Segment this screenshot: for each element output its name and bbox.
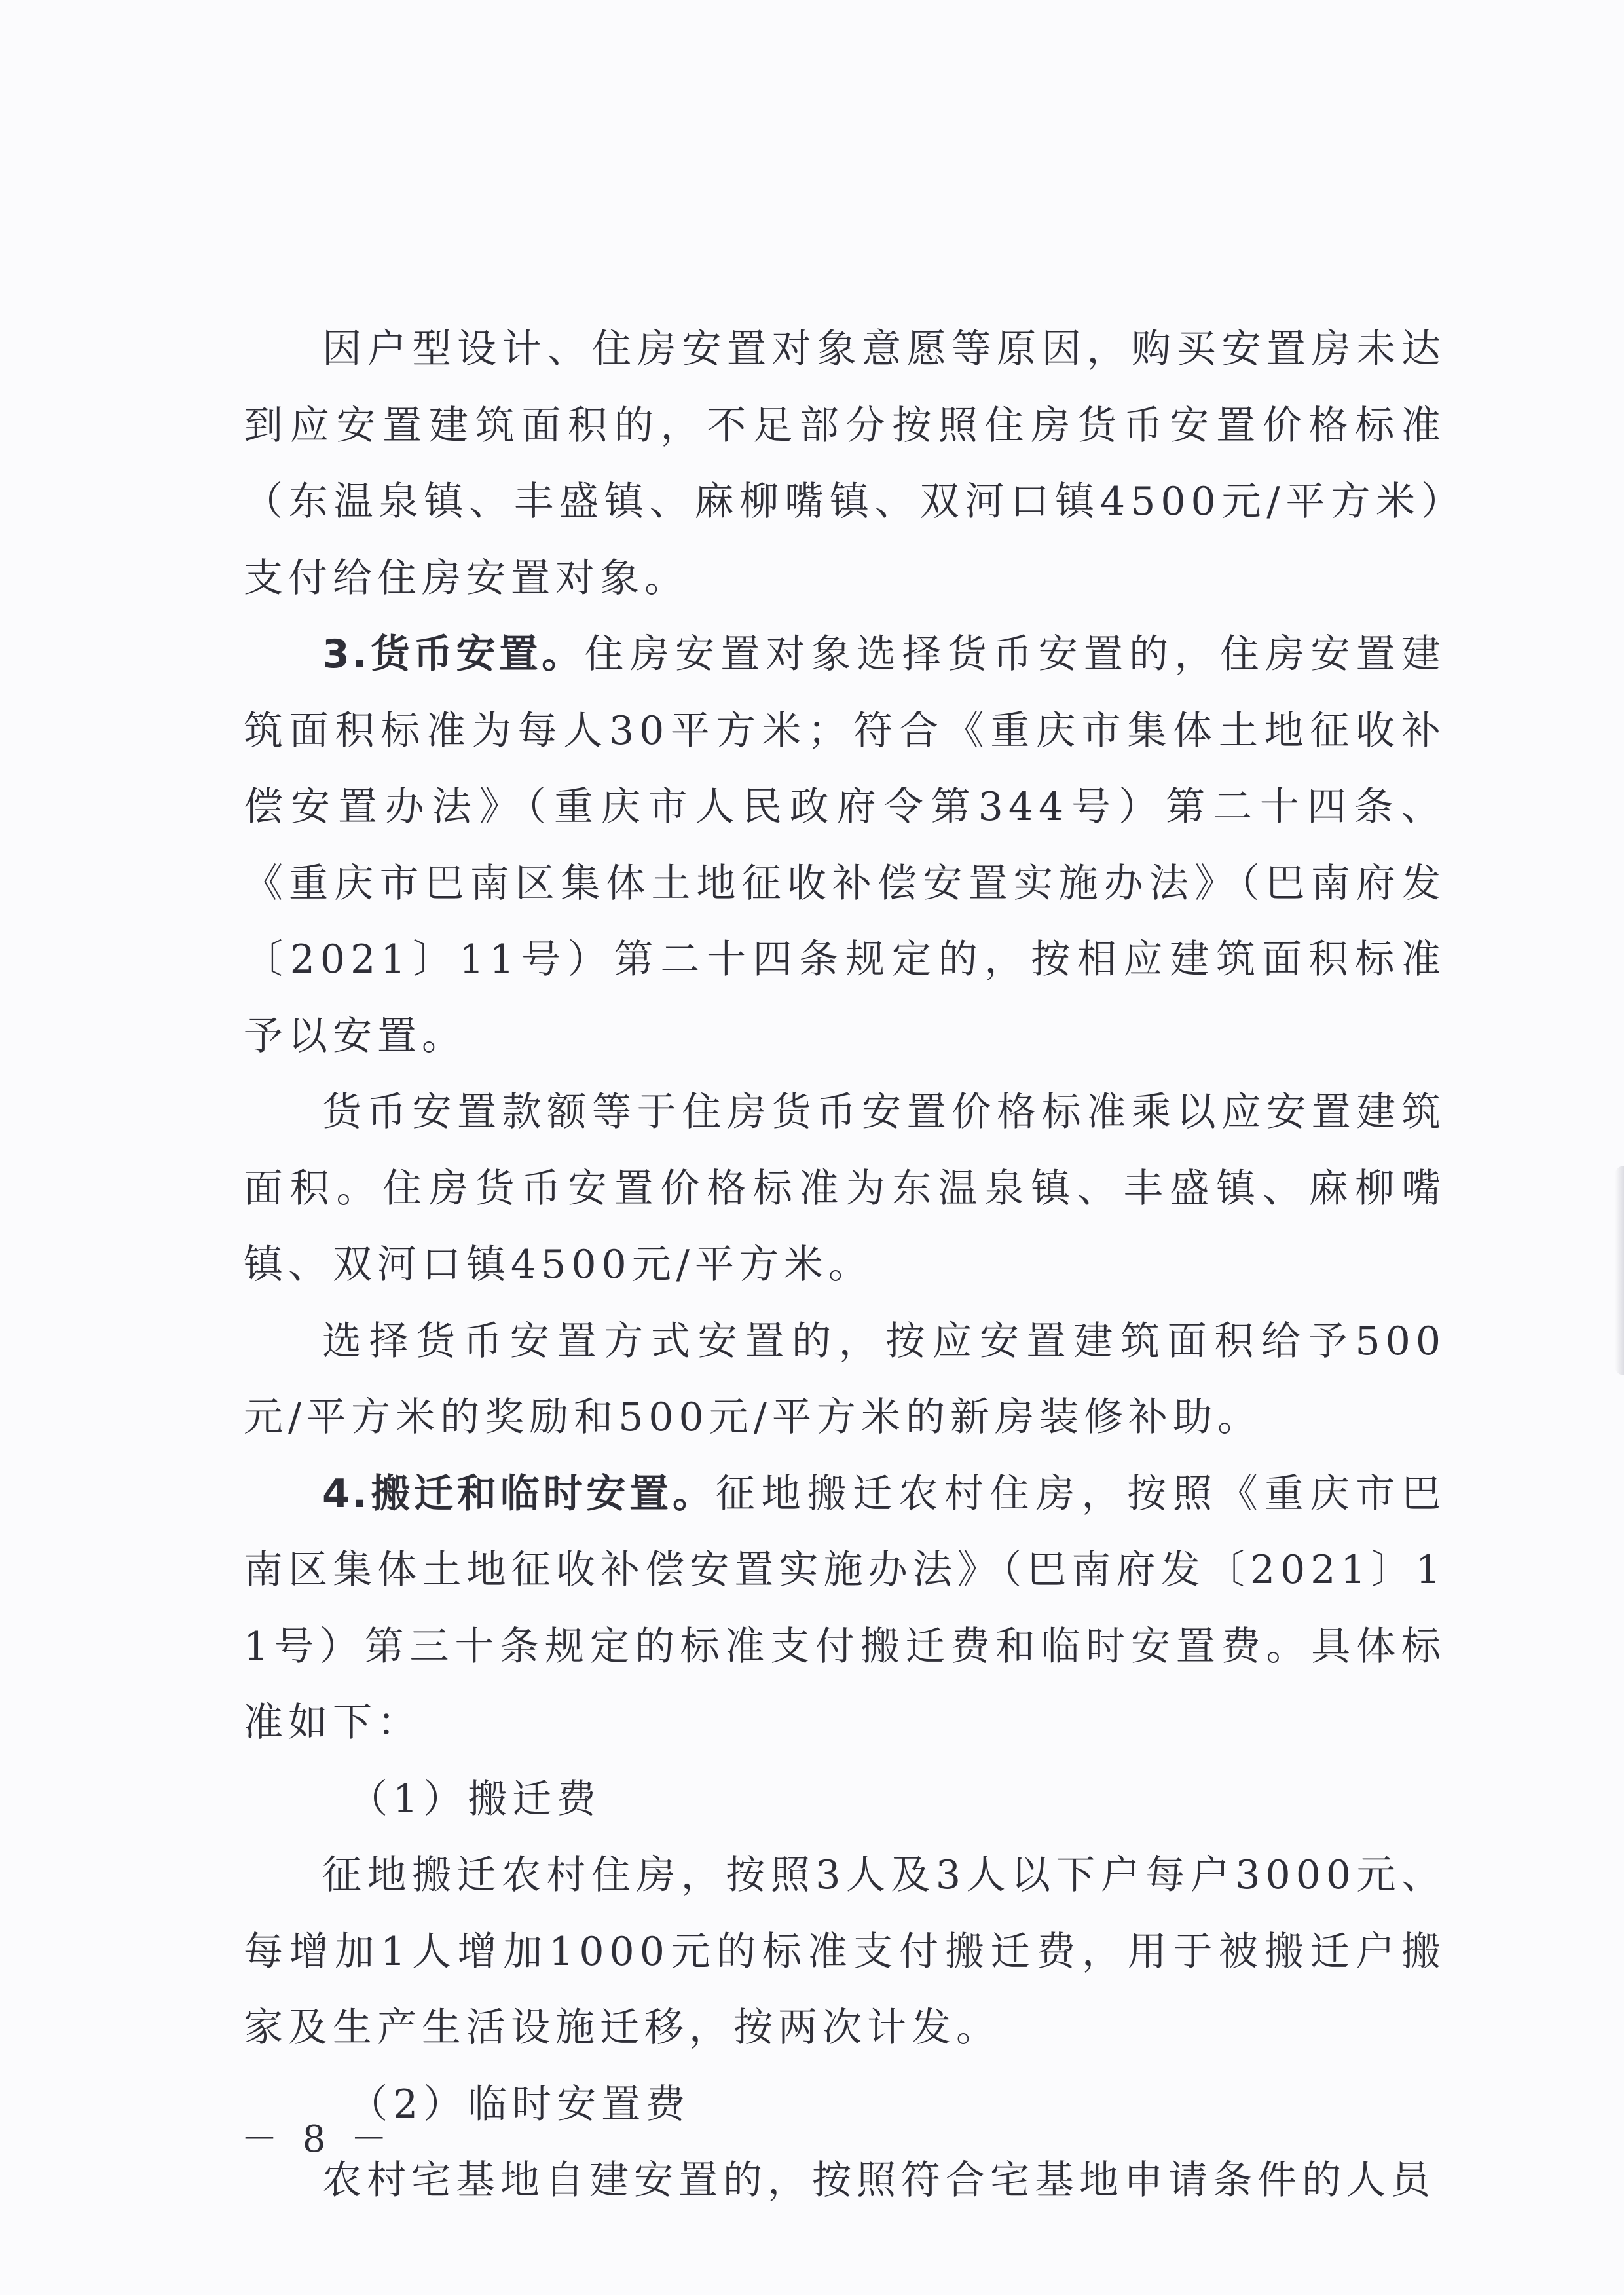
paragraph-1 (244, 311, 1446, 616)
page-number: － 8 － (241, 2118, 394, 2161)
paragraph-4 (244, 1303, 1446, 1456)
paragraph-1-text: 因户型设计、住房安置对象意愿等原因，购买安置房未达到应安置建筑面积的，不足部分按照住房货币安置价格标准（东温泉镇、丰盛镇、麻柳嘴镇、双河口镇4500元/平方米）支付给住房安置对象。 (244, 326, 1446, 601)
subheading-temporary-fee: （2）临时安置费 (348, 2081, 691, 2127)
paragraph-4-text: 选择货币安置方式安置的，按应安置建筑面积给予500元/平方米的奖励和500元/平方米的新房装修补助。 (244, 1318, 1446, 1440)
section-heading-monetary: 3.货币安置。 (322, 631, 585, 677)
paragraph-2-text: 住房安置对象选择货币安置的，住房安置建筑面积标准为每人30平方米；符合《重庆市集体土地征收补偿安置办法》（重庆市人民政府令第344号）第二十四条、《重庆市巴南区集体土地征收补偿安置实施办法》（巴南府发〔2021〕11号）第二十四条规定的，按相应建筑面积标准予以安置。 (244, 631, 1446, 1059)
document-body (244, 311, 1446, 2219)
paragraph-3-text: 货币安置款额等于住房货币安置价格标准乘以应安置建筑面积。住房货币安置价格标准为东温泉镇、丰盛镇、麻柳嘴镇、双河口镇4500元/平方米。 (244, 1089, 1446, 1288)
paragraph-5-text: 征地搬迁农村住房，按照《重庆市巴南区集体土地征收补偿安置实施办法》（巴南府发〔2021〕11号）第三十条规定的标准支付搬迁费和临时安置费。具体标准如下： (244, 1470, 1447, 1745)
paragraph-7: 农村宅基地自建安置的，按照符合宅基地申请条件的人员 (322, 2157, 1435, 2203)
paragraph-5 (244, 1456, 1446, 1761)
paragraph-6: 征地搬迁农村住房，按照3人及3人以下户每户3000元、每增加1人增加1000元的标准支付搬迁费，用于被搬迁户搬家及生产生活设施迁移，按两次计发。 (244, 1852, 1446, 2051)
paragraph-3 (244, 1074, 1446, 1303)
subheading-relocation-fee: （1）搬迁费 (348, 1776, 602, 1822)
paragraph-2 (244, 616, 1446, 1074)
page-edge-shadow (1615, 1166, 1624, 1375)
section-heading-relocation: 4.搬迁和临时安置。 (322, 1470, 716, 1517)
